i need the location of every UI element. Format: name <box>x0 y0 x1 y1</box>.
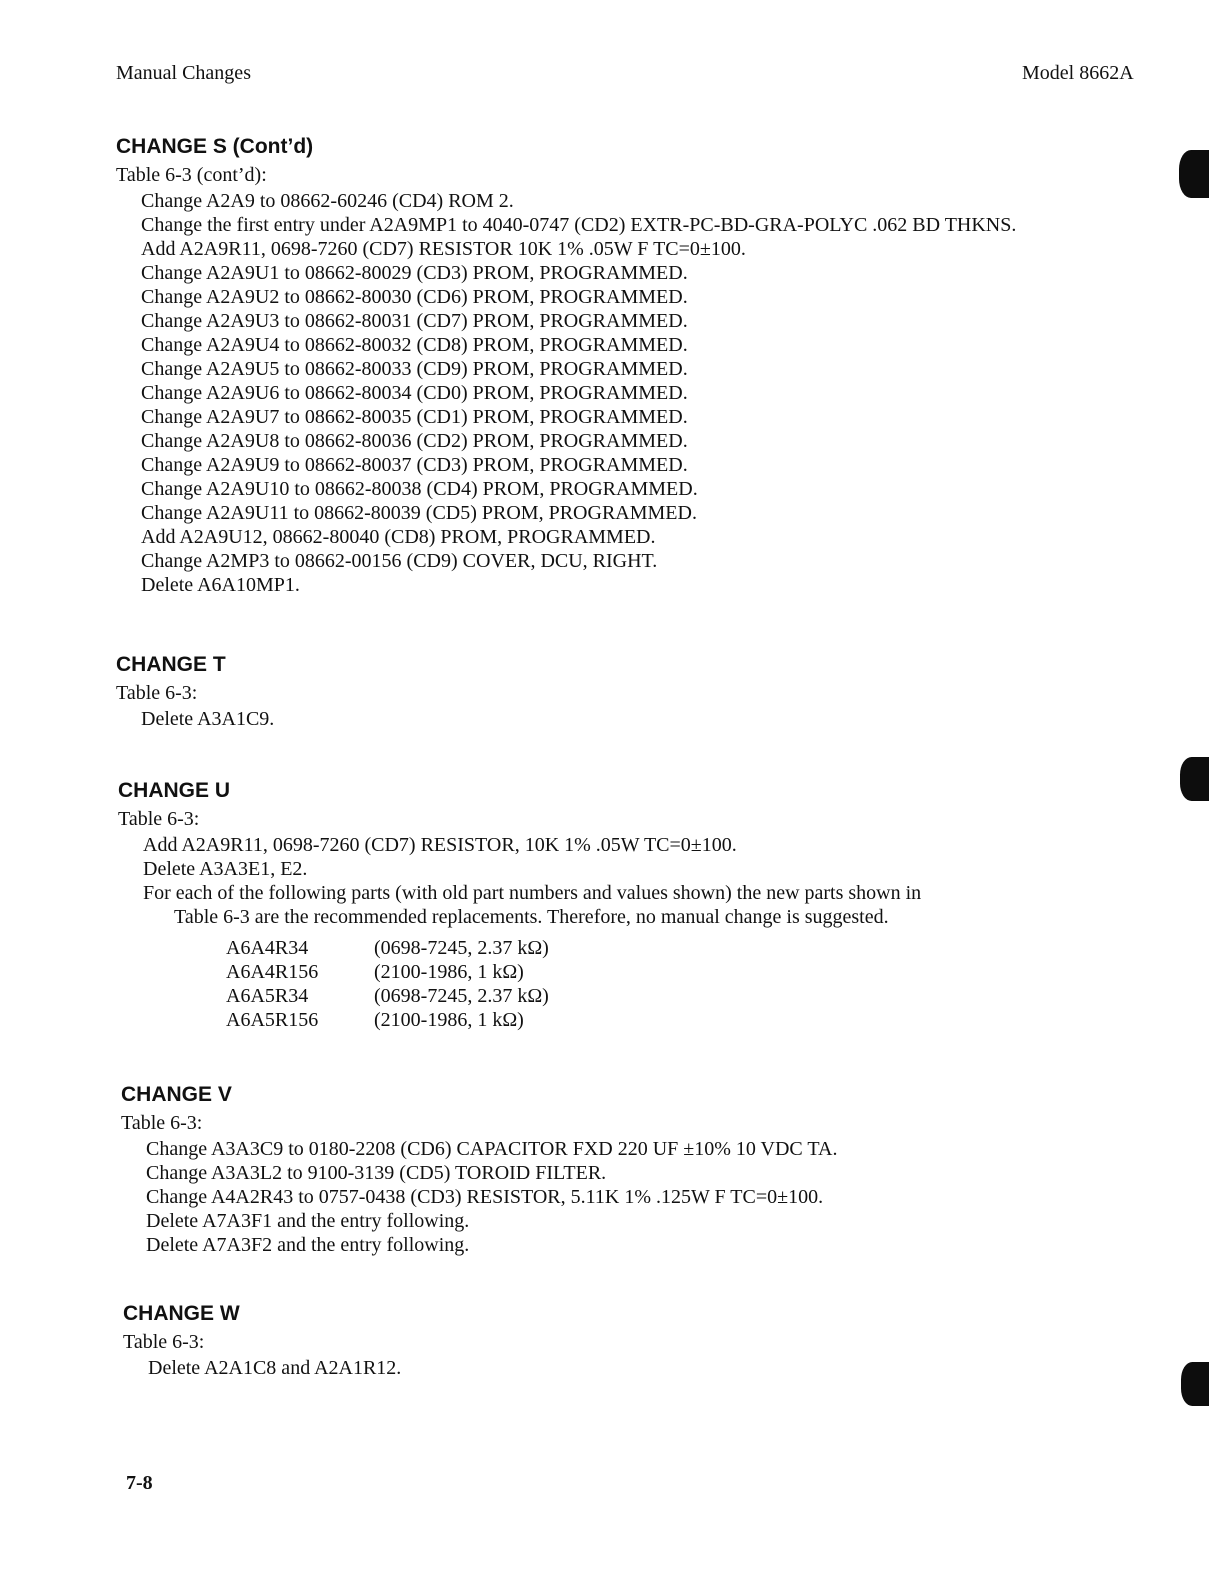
change-line: Delete A6A10MP1. <box>141 574 300 596</box>
change-line: Delete A3A1C9. <box>141 708 275 730</box>
part-value: (2100-1986, 1 kΩ) <box>374 961 524 983</box>
change-line: Change A2A9U4 to 08662-80032 (CD8) PROM, PROGRAMMED. <box>141 334 688 356</box>
change-bar-marker <box>1181 1362 1209 1406</box>
change-line: Change A2A9 to 08662-60246 (CD4) ROM 2. <box>141 190 514 212</box>
section-title: CHANGE W <box>123 1302 240 1325</box>
section-change-v <box>121 1080 837 1257</box>
change-line: Change A2A9U10 to 08662-80038 (CD4) PROM, PROGRAMMED. <box>141 478 698 500</box>
change-line: Change A3A3L2 to 9100-3139 (CD5) TOROID FILTER. <box>146 1162 607 1184</box>
change-line: Change A2A9U2 to 08662-80030 (CD6) PROM, PROGRAMMED. <box>141 286 688 308</box>
change-line: Change the first entry under A2A9MP1 to 4040-0747 (CD2) EXTR-PC-BD-GRA-POLYC .062 BD THKNS. <box>141 214 1017 236</box>
section-change-u <box>118 776 921 1032</box>
change-line: Change A2MP3 to 08662-00156 (CD9) COVER, DCU, RIGHT. <box>141 550 658 572</box>
change-line: Add A2A9U12, 08662-80040 (CD8) PROM, PROGRAMMED. <box>141 526 656 548</box>
section-change-s <box>116 132 1016 597</box>
table-reference: Table 6-3: <box>123 1331 205 1353</box>
change-line: Change A2A9U9 to 08662-80037 (CD3) PROM, PROGRAMMED. <box>141 454 688 476</box>
change-bar-marker <box>1179 150 1209 198</box>
page-number: 7-8 <box>126 1472 153 1494</box>
change-line: Change A2A9U8 to 08662-80036 (CD2) PROM, PROGRAMMED. <box>141 430 688 452</box>
part-value: (0698-7245, 2.37 kΩ) <box>374 985 549 1007</box>
section-title: CHANGE T <box>116 653 226 676</box>
part-ref: A6A4R156 <box>226 961 319 983</box>
parts-list <box>118 936 921 1032</box>
table-reference: Table 6-3: <box>116 682 198 704</box>
parts-row <box>226 960 921 984</box>
change-line: For each of the following parts (with old part numbers and values shown) the new parts shown in <box>143 882 922 904</box>
part-ref: A6A5R34 <box>226 985 309 1007</box>
change-line: Change A3A3C9 to 0180-2208 (CD6) CAPACITOR FXD 220 UF ±10% 10 VDC TA. <box>146 1138 838 1160</box>
part-value: (0698-7245, 2.37 kΩ) <box>374 937 549 959</box>
part-ref: A6A4R34 <box>226 937 309 959</box>
section-title: CHANGE S (Cont’d) <box>116 135 314 158</box>
table-reference: Table 6-3: <box>121 1112 203 1134</box>
change-line: Change A2A9U11 to 08662-80039 (CD5) PROM, PROGRAMMED. <box>141 502 697 524</box>
change-line: Change A2A9U3 to 08662-80031 (CD7) PROM, PROGRAMMED. <box>141 310 688 332</box>
change-line: Change A2A9U1 to 08662-80029 (CD3) PROM, PROGRAMMED. <box>141 262 688 284</box>
section-change-w <box>123 1299 401 1380</box>
change-line: Add A2A9R11, 0698-7260 (CD7) RESISTOR 10K 1% .05W F TC=0±100. <box>141 238 746 260</box>
table-reference: Table 6-3 (cont’d): <box>116 164 267 186</box>
parts-row <box>226 1008 921 1032</box>
change-line: Add A2A9R11, 0698-7260 (CD7) RESISTOR, 10K 1% .05W TC=0±100. <box>143 834 737 856</box>
change-line: Delete A7A3F1 and the entry following. <box>146 1210 470 1232</box>
parts-row <box>226 984 921 1008</box>
header-model: Model 8662A <box>1022 62 1134 84</box>
change-line-continuation: Table 6-3 are the recommended replacements. Therefore, no manual change is suggested. <box>174 906 889 928</box>
change-line: Delete A7A3F2 and the entry following. <box>146 1234 470 1256</box>
change-bar-marker <box>1180 757 1209 801</box>
change-line: Delete A3A3E1, E2. <box>143 858 308 880</box>
change-line: Change A2A9U7 to 08662-80035 (CD1) PROM, PROGRAMMED. <box>141 406 688 428</box>
table-reference: Table 6-3: <box>118 808 200 830</box>
change-line: Change A2A9U6 to 08662-80034 (CD0) PROM, PROGRAMMED. <box>141 382 688 404</box>
change-line: Change A4A2R43 to 0757-0438 (CD3) RESISTOR, 5.11K 1% .125W F TC=0±100. <box>146 1186 824 1208</box>
header-manual-changes: Manual Changes <box>116 62 251 84</box>
change-line: Delete A2A1C8 and A2A1R12. <box>148 1357 402 1379</box>
part-value: (2100-1986, 1 kΩ) <box>374 1009 524 1031</box>
section-title: CHANGE U <box>118 779 231 802</box>
change-line: Change A2A9U5 to 08662-80033 (CD9) PROM, PROGRAMMED. <box>141 358 688 380</box>
parts-row <box>226 936 921 960</box>
section-change-t <box>116 650 274 731</box>
section-title: CHANGE V <box>121 1083 232 1106</box>
part-ref: A6A5R156 <box>226 1009 319 1031</box>
